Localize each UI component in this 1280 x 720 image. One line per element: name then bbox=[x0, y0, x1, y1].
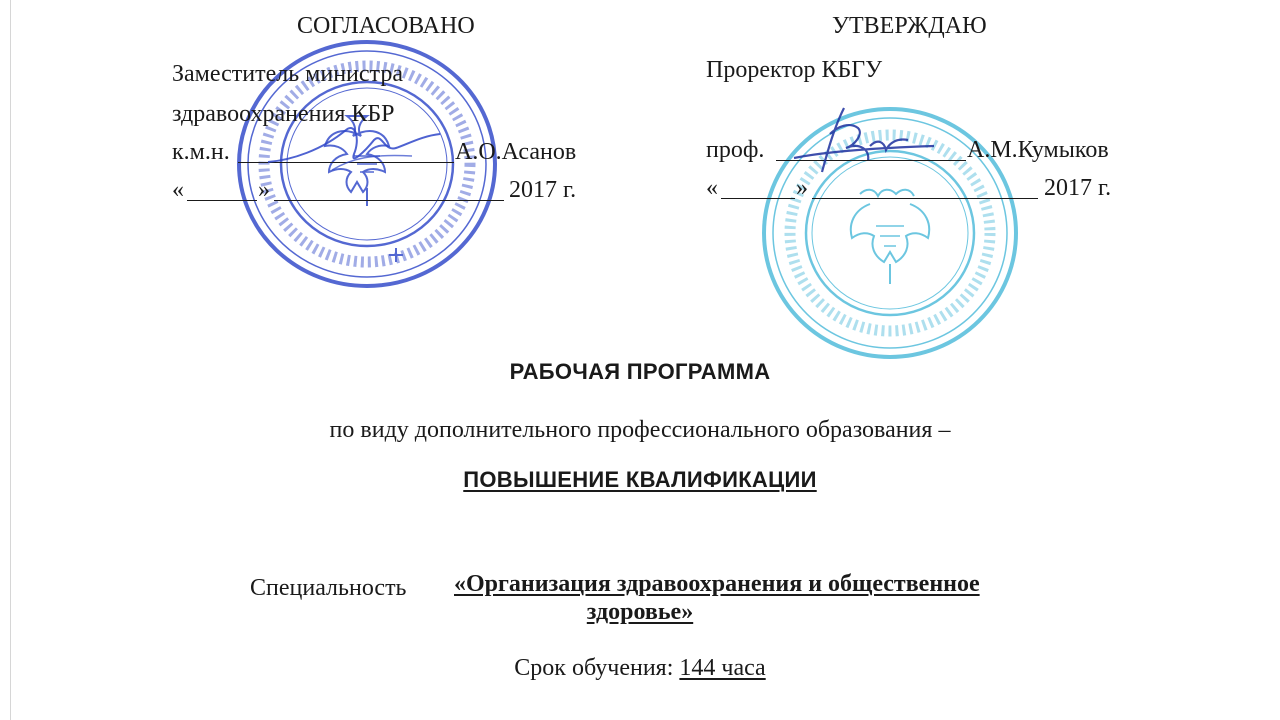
approval-right-heading: УТВЕРЖДАЮ bbox=[832, 13, 987, 39]
approval-left-position-line2: здравоохранения КБР bbox=[172, 101, 395, 127]
approval-left-year: 2017 г. bbox=[509, 177, 577, 203]
specialty-label: Специальность bbox=[250, 575, 407, 601]
approval-left-degree: к.м.н. bbox=[172, 139, 230, 165]
approval-right-degree: проф. bbox=[706, 137, 765, 163]
duration-label: Срок обучения: bbox=[514, 655, 674, 681]
approval-left-name: А.О.Асанов bbox=[455, 139, 577, 165]
program-type: ПОВЫШЕНИЕ КВАЛИФИКАЦИИ bbox=[463, 467, 817, 492]
approval-right-signature bbox=[774, 98, 944, 184]
program-type-wrapper bbox=[0, 466, 1280, 497]
document-title: РАБОЧАЯ ПРОГРАММА bbox=[509, 359, 771, 384]
duration-value: 144 часа bbox=[679, 655, 766, 681]
specialty-value-line2-wrapper bbox=[0, 598, 1280, 626]
approval-left-signature bbox=[262, 110, 452, 180]
approval-right-position: Проректор КБГУ bbox=[706, 57, 883, 83]
approval-left-quote-close: » bbox=[258, 177, 270, 203]
approval-right-quote-close: » bbox=[796, 175, 808, 201]
approval-left-position-line1: Заместитель министра bbox=[172, 61, 403, 87]
specialty-value-line2: здоровье» bbox=[586, 599, 694, 625]
approval-right-quote-open: « bbox=[706, 175, 718, 201]
approval-right-year: 2017 г. bbox=[1044, 175, 1112, 201]
approval-right-day-blank bbox=[721, 198, 795, 199]
approval-right-month-blank bbox=[812, 198, 1038, 199]
duration-row bbox=[0, 654, 1280, 682]
document-subtitle: по виду дополнительного профессионального образования – bbox=[329, 417, 951, 443]
approval-left-heading: СОГЛАСОВАНО bbox=[297, 13, 475, 39]
approval-left-quote-open: « bbox=[172, 177, 184, 203]
approval-right-name: А.М.Кумыков bbox=[967, 137, 1109, 163]
specialty-value-line1: «Организация здравоохранения и общественное bbox=[454, 571, 980, 597]
approval-left-day-blank bbox=[187, 200, 257, 201]
approval-left-month-blank bbox=[274, 200, 504, 201]
